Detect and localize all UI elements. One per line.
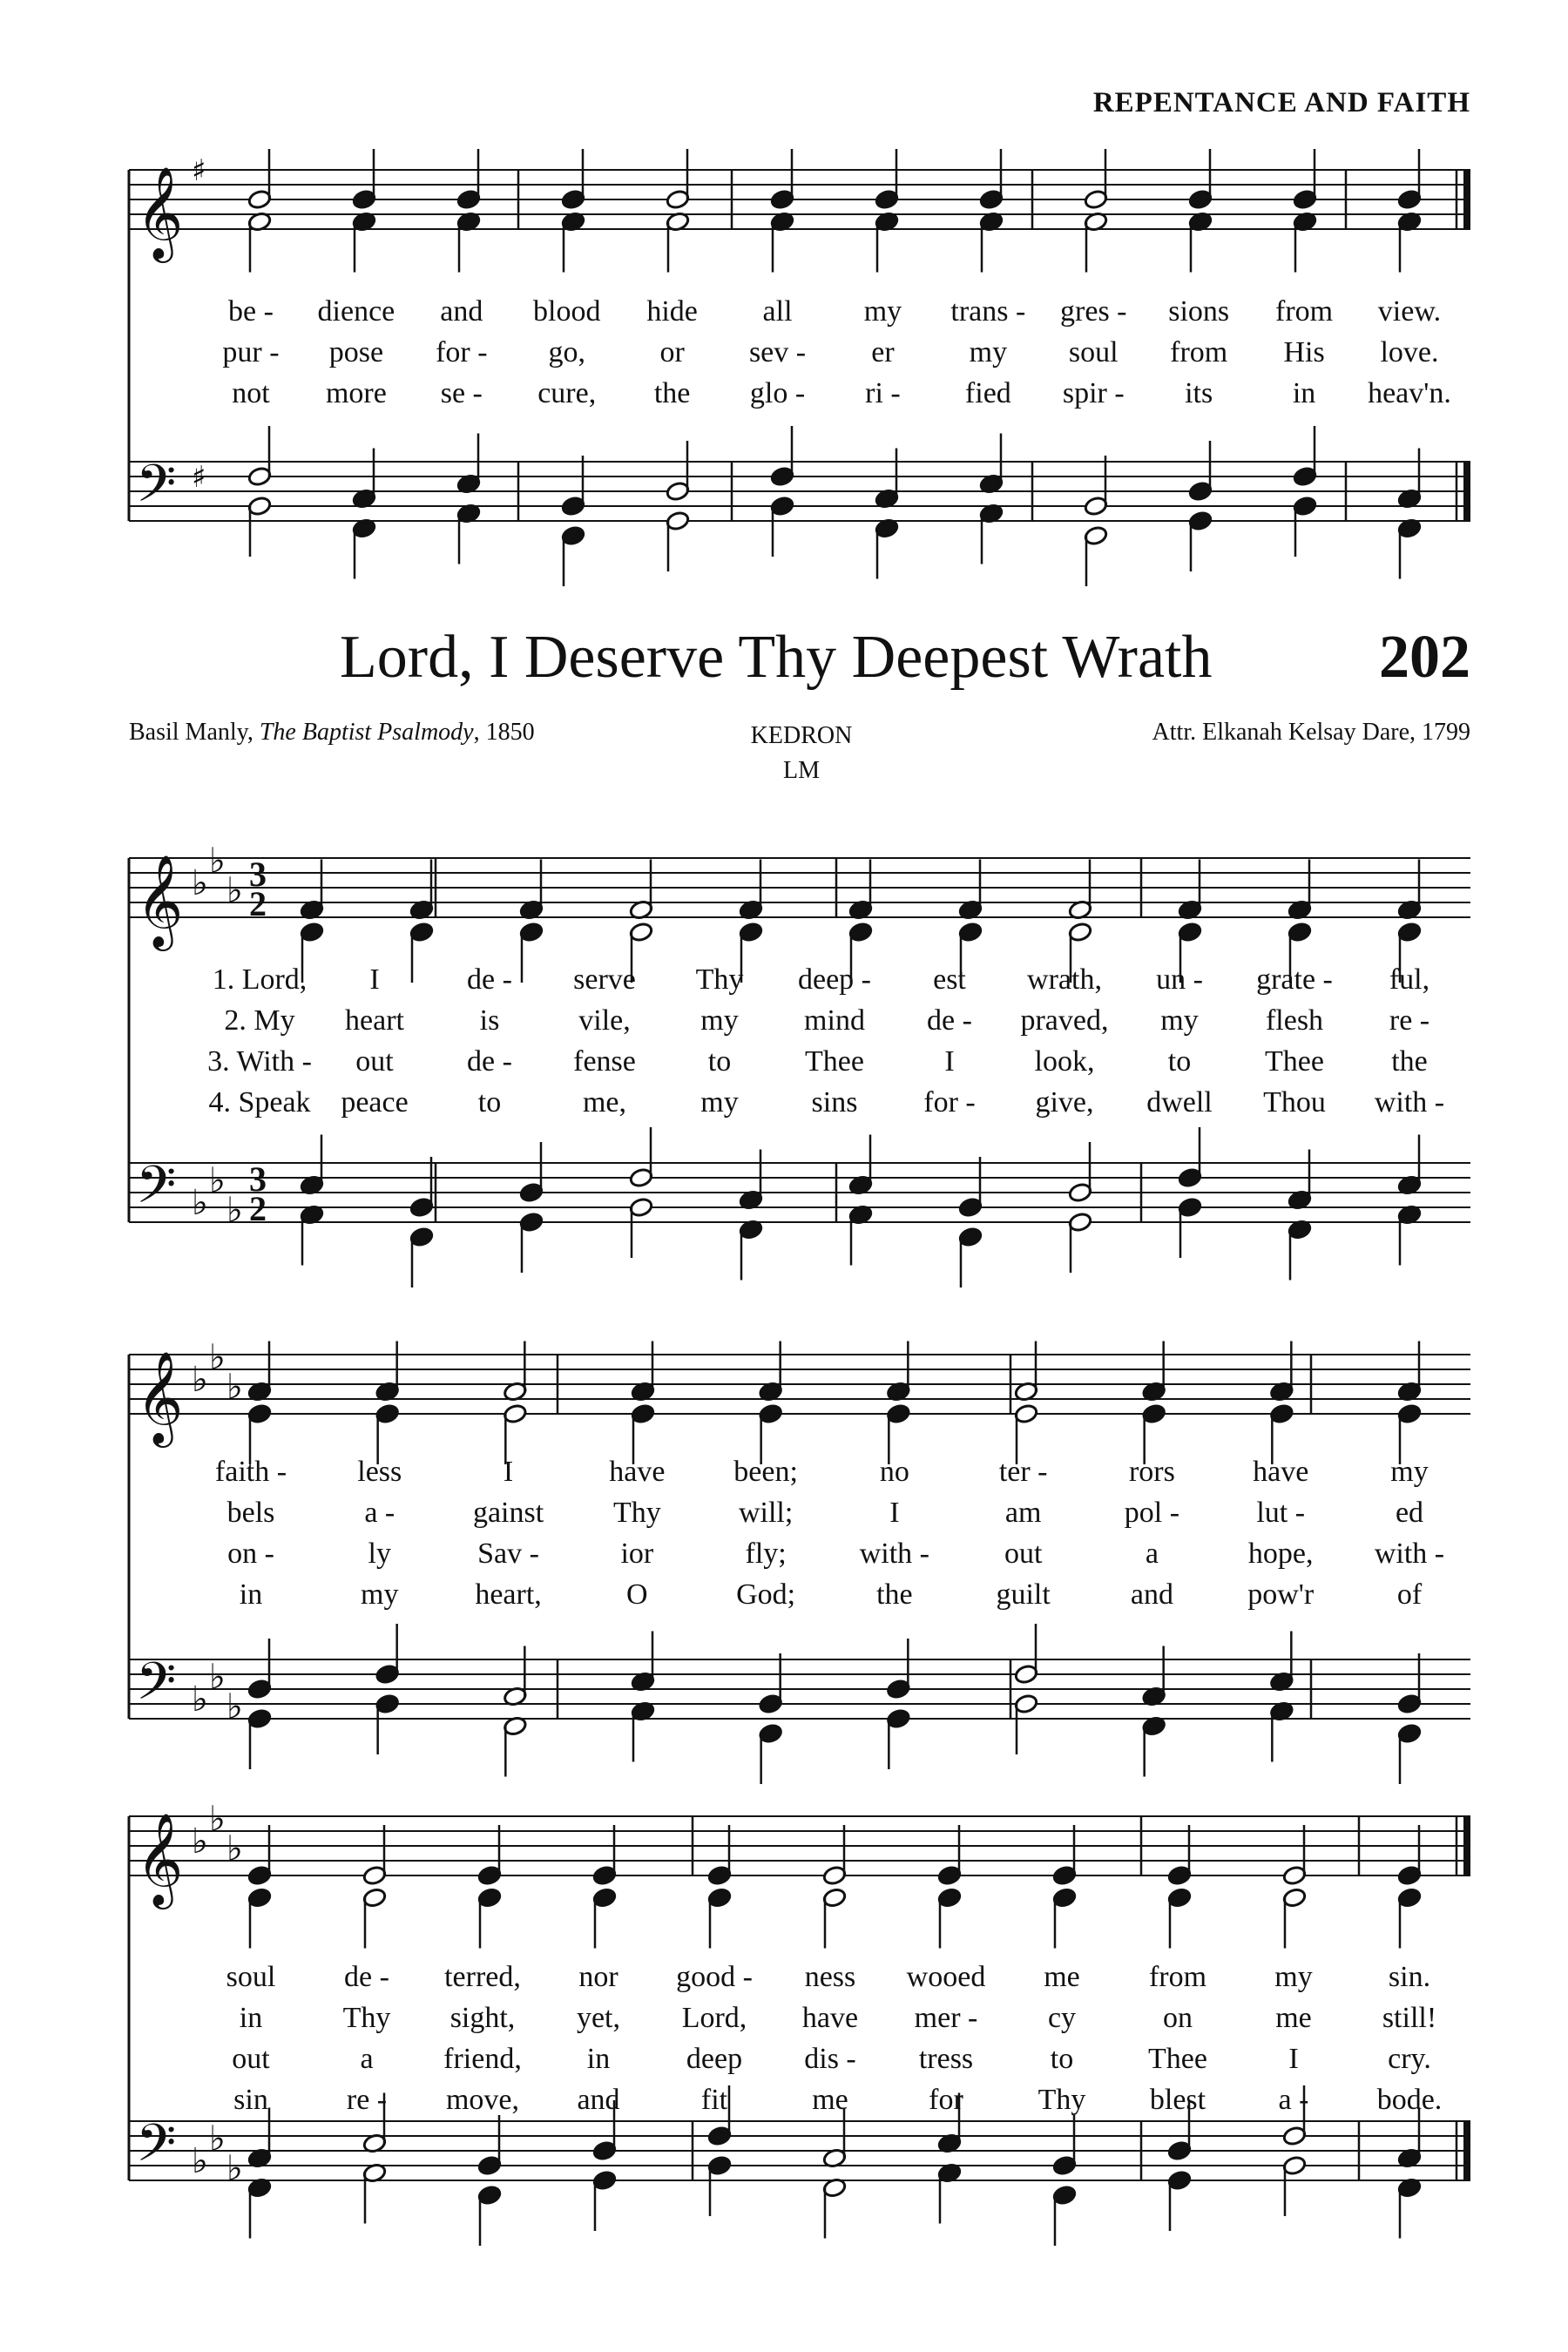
system-1-lyric-syllable: go, [548, 336, 585, 368]
system-4-treble-flat: ♭ [209, 1799, 226, 1840]
system-4-lyric-syllable: soul [226, 1961, 276, 1993]
system-3-lyric-syllable: ly [368, 1538, 392, 1570]
system-2-lyric-syllable: re - [1389, 1004, 1430, 1037]
system-4-lyric-syllable: have [801, 2002, 859, 2034]
system-4-lyric-syllable: de - [344, 1961, 389, 1993]
system-4-lyric-syllable: dis - [804, 2043, 856, 2075]
system-3-lyric-syllable: and [1130, 1578, 1173, 1611]
system-2-lyric-syllable: 3. With - [207, 1045, 312, 1078]
system-2-bass-flat: ♭ [209, 1160, 226, 1201]
system-2-lyric-syllable: deep - [797, 963, 872, 996]
system-3-lyric-syllable: fly; [745, 1538, 787, 1570]
system-1-lyric-syllable: His [1283, 336, 1325, 368]
system-4-lyric-syllable: me [812, 2084, 848, 2116]
system-1-lyric-syllable: my [969, 336, 1008, 368]
system-2-lyric-syllable: 4. Speak [208, 1086, 311, 1119]
system-4-final-barline-thick [1463, 2121, 1470, 2180]
system-3-treble-flat: ♭ [209, 1337, 226, 1378]
system-3-lyric-syllable: in [239, 1578, 263, 1611]
system-2-lyric-syllable: vile, [578, 1004, 631, 1037]
system-3-lyric-syllable: have [1253, 1456, 1309, 1488]
system-4-lyric-syllable: Thee [1148, 2043, 1207, 2075]
system-3-treble-clef: 𝄞 [136, 1350, 184, 1443]
system-4-lyric-syllable: friend, [443, 2043, 522, 2075]
system-4-lyric-syllable: Thy [1037, 2084, 1086, 2116]
system-4-lyric-syllable: sin. [1388, 1961, 1431, 1993]
system-1-treble-sharp: ♯ [192, 153, 206, 188]
system-1-lyric-syllable: heav'n. [1368, 377, 1451, 409]
system-1-treble-clef: 𝄞 [136, 166, 184, 259]
system-4-lyric-syllable: terred, [444, 1961, 521, 1993]
system-4-bass-clef: 𝄢 [136, 2112, 177, 2186]
system-2-lyric-syllable: to [477, 1086, 502, 1119]
system-1-lyric-syllable: more [325, 377, 387, 409]
system-4-lyric-syllable: blest [1149, 2084, 1206, 2116]
system-2-lyric-syllable: to [1167, 1045, 1192, 1078]
system-2-lyric-syllable: look, [1034, 1045, 1095, 1078]
system-1-lyric-syllable: soul [1068, 336, 1119, 368]
system-4-treble-clef: 𝄞 [136, 1812, 184, 1905]
system-4-lyric-syllable: cry. [1388, 2043, 1431, 2075]
system-2-lyric-syllable: ful, [1389, 963, 1430, 996]
system-1-lyric-syllable: spir - [1062, 377, 1125, 409]
system-2-lyric-syllable: serve [573, 963, 636, 996]
system-3-lyric-syllable: am [1004, 1497, 1042, 1529]
system-3-lyric-syllable: of [1396, 1578, 1423, 1611]
system-3-lyric-syllable: been; [733, 1456, 798, 1488]
system-2-lyric-syllable: I [369, 963, 380, 996]
system-3-lyric-syllable: pow'r [1247, 1578, 1315, 1611]
system-3-lyric-syllable: gainst [472, 1497, 544, 1529]
system-4-lyric-syllable: re - [346, 2084, 388, 2116]
system-1-lyric-syllable: from [1170, 336, 1228, 368]
system-2-lyric-syllable: me, [582, 1086, 627, 1119]
system-3-lyric-syllable: ior [620, 1538, 654, 1570]
system-4-bass-flat: ♭ [209, 2119, 226, 2159]
system-3-lyric-syllable: pol - [1124, 1497, 1180, 1529]
system-1-lyric-syllable: sev - [748, 336, 807, 368]
system-1-lyric-syllable: er [871, 336, 895, 368]
system-2-lyric-syllable: mind [804, 1004, 865, 1037]
system-1-lyric-syllable: pur - [222, 336, 280, 368]
system-3-bass-flat: ♭ [226, 1686, 243, 1727]
system-3-lyric-syllable: out [1004, 1538, 1043, 1570]
system-2-lyric-syllable: give, [1035, 1086, 1094, 1119]
system-3-lyric-syllable: guilt [996, 1578, 1051, 1611]
system-2-lyric-syllable: Thee [1265, 1045, 1324, 1078]
system-4-lyric-syllable: nor [578, 1961, 618, 1993]
system-2-lyric-syllable: my [700, 1086, 739, 1119]
system-2-treble-flat: ♭ [209, 841, 226, 882]
system-1-bass-clef: 𝄢 [136, 453, 177, 526]
system-3-lyric-syllable: rors [1128, 1456, 1175, 1488]
system-2-lyric-syllable: to [707, 1045, 732, 1078]
system-2-lyric-syllable: with - [1374, 1086, 1445, 1119]
system-4-lyric-syllable: yet, [576, 2002, 621, 2034]
system-4-lyric-syllable: a - [1278, 2084, 1309, 2116]
system-3-lyric-syllable: ed [1395, 1497, 1424, 1529]
system-4-lyric-syllable: in [586, 2043, 611, 2075]
system-2-lyric-syllable: 2. My [224, 1004, 295, 1037]
system-2-lyric-syllable: Thy [695, 963, 744, 996]
system-4-bass-flat: ♭ [192, 2141, 208, 2181]
system-1-lyric-syllable: in [1292, 377, 1316, 409]
system-2-lyric-syllable: un - [1156, 963, 1203, 996]
system-4-lyric-syllable: cy [1047, 2002, 1077, 2034]
system-3-lyric-syllable: hope, [1247, 1538, 1314, 1570]
system-1-bass-sharp: ♯ [192, 460, 206, 495]
system-3-lyric-syllable: God; [736, 1578, 796, 1611]
system-1-lyric-syllable: or [659, 336, 685, 368]
system-4-lyric-syllable: and [577, 2084, 620, 2116]
system-3-lyric-syllable: will; [738, 1497, 794, 1529]
section-header: REPENTANCE AND FAITH [1092, 87, 1470, 118]
system-3-lyric-syllable: my [361, 1578, 399, 1611]
system-4-lyric-syllable: sight, [449, 2002, 516, 2034]
system-2-lyric-syllable: wrath, [1027, 963, 1102, 996]
system-2-lyric-syllable: peace [341, 1086, 409, 1119]
system-2-bass-time-denominator: 2 [249, 1189, 267, 1228]
system-3-lyric-syllable: with - [1374, 1538, 1445, 1570]
system-1-lyric-syllable: pose [328, 336, 384, 368]
system-2-lyric-syllable: de - [927, 1004, 972, 1037]
system-2-treble-flat: ♭ [226, 870, 243, 911]
tune-name: KEDRON [750, 722, 853, 749]
system-3-lyric-syllable: O [626, 1578, 648, 1611]
system-4-lyric-syllable: Lord, [681, 2002, 747, 2034]
system-3-lyric-syllable: bels [226, 1497, 275, 1529]
system-2-lyric-syllable: Thee [805, 1045, 864, 1078]
system-4-lyric-syllable: in [239, 2002, 263, 2034]
system-3-lyric-syllable: no [879, 1456, 909, 1488]
system-4-treble-flat: ♭ [226, 1828, 243, 1869]
system-4-lyric-syllable: me [1275, 2002, 1312, 2034]
system-2-treble-time-numerator: 3 [249, 855, 267, 894]
system-1-lyric-syllable: love. [1380, 336, 1439, 368]
system-3-lyric-syllable: lut - [1256, 1497, 1306, 1529]
meter: LM [783, 757, 820, 784]
system-4-lyric-syllable: a [360, 2043, 374, 2075]
system-2-lyric-syllable: the [1391, 1045, 1428, 1078]
system-3-lyric-syllable: Sav - [477, 1538, 539, 1570]
system-2-lyric-syllable: my [700, 1004, 739, 1037]
system-3-lyric-syllable: with - [859, 1538, 930, 1570]
author-source: The Baptist Psalmody [259, 719, 474, 746]
system-1-lyric-syllable: not [232, 377, 270, 409]
system-1-lyric-syllable: dience [317, 295, 395, 328]
system-4-lyric-syllable: bode. [1376, 2084, 1443, 2116]
system-2-lyric-syllable: dwell [1146, 1086, 1213, 1119]
system-3-lyric-syllable: I [503, 1456, 514, 1488]
system-4-lyric-syllable: move, [445, 2084, 520, 2116]
system-2-treble-clef: 𝄞 [136, 854, 184, 947]
system-3-treble-flat: ♭ [226, 1367, 243, 1408]
system-4-bass-flat: ♭ [226, 2148, 243, 2189]
system-4-lyric-syllable: ness [804, 1961, 856, 1993]
system-4-lyric-syllable: mer - [914, 2002, 978, 2034]
system-2-lyric-syllable: for - [923, 1086, 976, 1119]
system-4-lyric-syllable: for [929, 2084, 963, 2116]
system-3-lyric-syllable: less [357, 1456, 402, 1488]
system-1-lyric-syllable: the [653, 377, 691, 409]
system-1-lyric-syllable: gres - [1060, 295, 1127, 328]
system-1-lyric-syllable: fied [964, 377, 1011, 409]
system-3-lyric-syllable: the [876, 1578, 913, 1611]
system-3-lyric-syllable: have [609, 1456, 666, 1488]
system-2-lyric-syllable: Thou [1263, 1086, 1326, 1119]
system-2-lyric-syllable: fense [573, 1045, 636, 1078]
system-2-treble-flat: ♭ [192, 863, 208, 903]
system-3-bass-flat: ♭ [209, 1657, 226, 1698]
system-3-lyric-syllable: a - [364, 1497, 395, 1529]
system-3-lyric-syllable: faith - [214, 1456, 287, 1488]
author-year: , 1850 [473, 719, 535, 746]
system-1-lyric-syllable: sions [1168, 295, 1230, 328]
system-2-lyric-syllable: out [355, 1045, 394, 1078]
system-2-lyric-syllable: de - [467, 963, 512, 996]
system-1-lyric-syllable: trans - [950, 295, 1026, 328]
author-name: Basil Manly, [129, 719, 260, 746]
system-4-lyric-syllable: from [1148, 1961, 1207, 1993]
system-1-lyric-syllable: hide [646, 295, 698, 328]
system-3-lyric-syllable: my [1390, 1456, 1429, 1488]
system-4-lyric-syllable: on [1163, 2002, 1193, 2034]
system-2-bass-flat: ♭ [192, 1183, 208, 1223]
system-3-lyric-syllable: I [889, 1497, 900, 1529]
system-4-lyric-syllable: deep [686, 2043, 743, 2075]
system-1-final-barline-thick [1463, 170, 1470, 229]
system-4-lyric-syllable: still! [1382, 2002, 1437, 2034]
system-1-lyric-syllable: view. [1377, 295, 1442, 328]
system-2-lyric-syllable: flesh [1265, 1004, 1324, 1037]
system-1-lyric-syllable: cure, [537, 377, 597, 409]
system-2-lyric-syllable: praved, [1020, 1004, 1109, 1037]
system-2-bass-clef: 𝄢 [136, 1154, 177, 1227]
system-4-lyric-syllable: I [1288, 2043, 1299, 2075]
composer-credit: Attr. Elkanah Kelsay Dare, 1799 [1152, 719, 1470, 746]
system-1-lyric-syllable: se - [440, 377, 483, 409]
system-3-lyric-syllable: a [1145, 1538, 1159, 1570]
system-4-lyric-syllable: fit [700, 2084, 728, 2116]
system-2-lyric-syllable: 1. Lord, [212, 963, 308, 996]
system-4-final-barline-thick [1463, 1816, 1470, 1876]
system-1-lyric-syllable: glo - [749, 377, 806, 409]
system-1-lyric-syllable: and [440, 295, 483, 328]
system-1-lyric-syllable: all [762, 295, 793, 328]
system-4-lyric-syllable: good - [676, 1961, 753, 1993]
system-2-lyric-syllable: heart [345, 1004, 404, 1037]
system-4-lyric-syllable: Thy [342, 2002, 391, 2034]
system-2-bass-flat: ♭ [226, 1190, 243, 1231]
system-3-treble-flat: ♭ [192, 1360, 208, 1400]
system-1-lyric-syllable: its [1185, 377, 1213, 409]
system-4-lyric-syllable: out [232, 2043, 270, 2075]
system-3-bass-flat: ♭ [192, 1680, 208, 1720]
system-1-lyric-syllable: blood [533, 295, 601, 328]
system-4-lyric-syllable: tress [918, 2043, 974, 2075]
system-4-lyric-syllable: to [1050, 2043, 1074, 2075]
system-4-lyric-syllable: me [1044, 1961, 1080, 1993]
system-2-lyric-syllable: sins [811, 1086, 858, 1119]
system-1-lyric-syllable: my [863, 295, 902, 328]
system-3-lyric-syllable: ter - [998, 1456, 1048, 1488]
system-1-lyric-syllable: for - [436, 336, 488, 368]
system-1-final-barline-thick [1463, 462, 1470, 521]
system-1-lyric-syllable: from [1275, 295, 1334, 328]
system-4-lyric-syllable: my [1274, 1961, 1313, 1993]
system-2-lyric-syllable: my [1160, 1004, 1199, 1037]
system-3-lyric-syllable: heart, [475, 1578, 542, 1611]
system-1-lyric-syllable: ri - [865, 377, 901, 409]
system-2-bass-time-numerator: 3 [249, 1159, 267, 1199]
system-2-treble-time-denominator: 2 [249, 884, 267, 923]
system-1-lyric-syllable: be - [228, 295, 274, 328]
system-4-lyric-syllable: sin [233, 2084, 268, 2116]
hymn-title: Lord, I Deserve Thy Deepest Wrath [340, 624, 1213, 691]
system-3-bass-clef: 𝄢 [136, 1651, 177, 1724]
system-3-lyric-syllable: Thy [612, 1497, 661, 1529]
system-2-lyric-syllable: I [944, 1045, 955, 1078]
system-2-lyric-syllable: de - [467, 1045, 512, 1078]
system-3-lyric-syllable: on - [227, 1538, 274, 1570]
system-4-lyric-syllable: wooed [906, 1961, 986, 1993]
hymn-number: 202 [1379, 624, 1470, 691]
system-2-lyric-syllable: est [933, 963, 966, 996]
system-4-treble-flat: ♭ [192, 1821, 208, 1862]
system-2-lyric-syllable: is [479, 1004, 500, 1037]
system-2-lyric-syllable: grate - [1256, 963, 1333, 996]
